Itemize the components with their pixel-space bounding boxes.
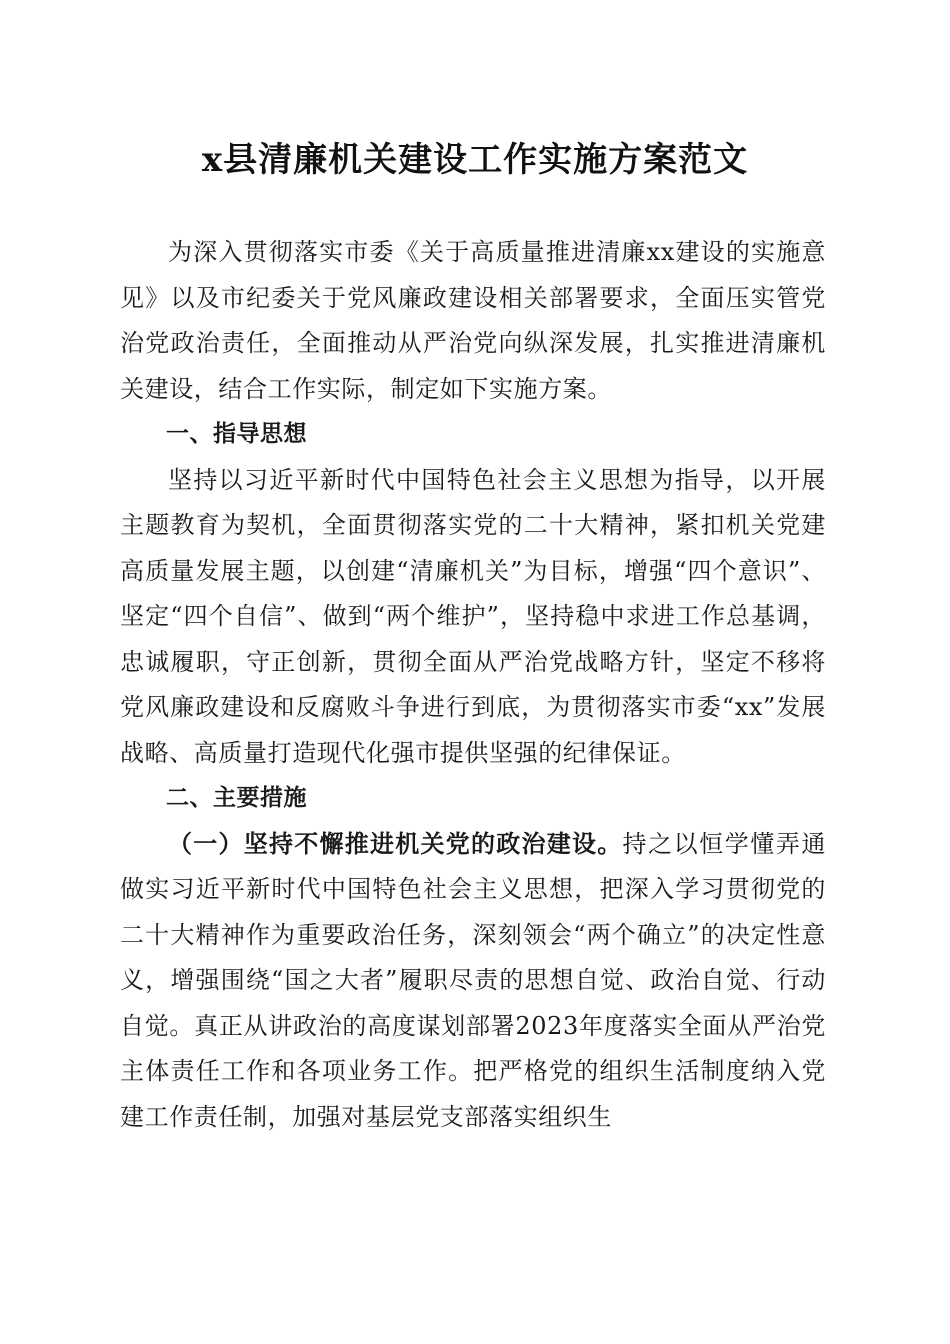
document-body [120, 230, 826, 1140]
section-heading-guiding-ideology: 一、指导思想 [166, 421, 307, 447]
document-title: x县清廉机关建设工作实施方案范文 [201, 140, 749, 180]
intro-paragraph: 为深入贯彻落实市委《关于高质量推进清廉xx建设的实施意见》以及市纪委关于党风廉政建设相关部署要求，全面压实管党治党政治责任，全面推动从严治党向纵深发展，扎实推进清廉机关建设，结合工作实际，制定如下实施方案。 [120, 238, 826, 403]
measure-1-paragraph [120, 822, 826, 1141]
measure-1-heading: （一）坚持不懈推进机关党的政治建设。 [168, 829, 623, 858]
measure-1-text: 持之以恒学懂弄通做实习近平新时代中国特色社会主义思想，把深入学习贯彻党的二十大精神作为重要政治任务，深刻领会“两个确立”的决定性意义，增强围绕“国之大者”履职尽责的思想自觉、政治自觉、行动自觉。真正从讲政治的高度谋划部署2023年度落实全面从严治党主体责任工作和各项业务工作。把严格党的组织生活制度纳入党建工作责任制，加强对基层党支部落实组织生 [120, 829, 826, 1131]
section-heading-main-measures: 二、主要措施 [166, 785, 307, 811]
guiding-ideology-paragraph: 坚持以习近平新时代中国特色社会主义思想为指导，以开展主题教育为契机，全面贯彻落实党的二十大精神，紧扣机关党建高质量发展主题，以创建“清廉机关”为目标，增强“四个意识”、坚定“四个自信”、做到“两个维护”，坚持稳中求进工作总基调，忠诚履职，守正创新，贯彻全面从严治党战略方针，坚定不移将党风廉政建设和反腐败斗争进行到底，为贯彻落实市委“xx”发展战略、高质量打造现代化强市提供坚强的纪律保证。 [120, 465, 826, 767]
